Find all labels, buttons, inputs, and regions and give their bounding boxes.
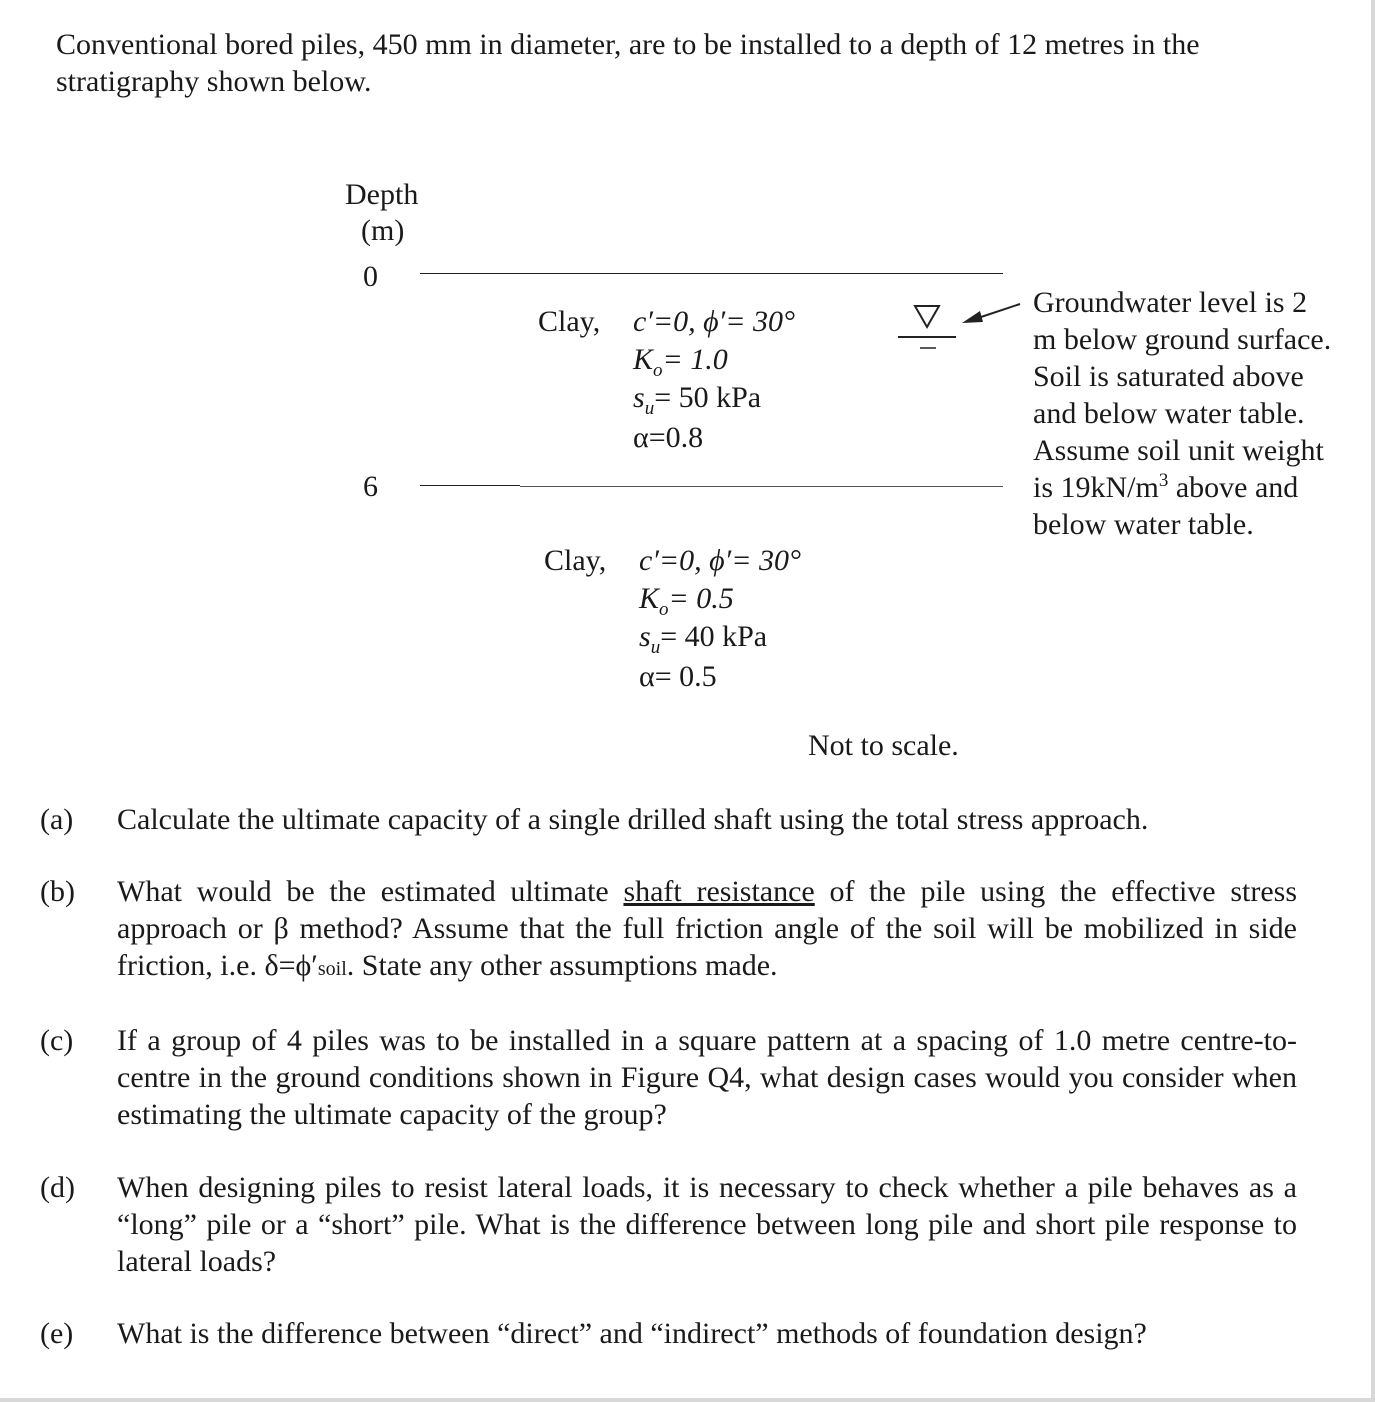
groundwater-level-icon bbox=[890, 296, 1030, 356]
question-c-label: (c) bbox=[40, 1024, 74, 1057]
layer-1-name: Clay, bbox=[538, 305, 601, 338]
layer-1-phi: ϕ′= 30° bbox=[703, 305, 795, 338]
question-b-underlined: shaft resistance bbox=[623, 875, 815, 908]
depth-axis-label: Depth bbox=[345, 178, 419, 211]
layer-2-ko-value: = 0.5 bbox=[668, 582, 734, 615]
question-e-label: (e) bbox=[40, 1317, 74, 1350]
layer-1-ko-subscript: o bbox=[653, 360, 663, 381]
layer-1-su-value: = 50 kPa bbox=[654, 381, 762, 414]
layer-1-ko-value: = 1.0 bbox=[662, 343, 728, 376]
question-a-label: (a) bbox=[40, 803, 74, 836]
question-b-pre: What would be the estimated ultimate bbox=[117, 875, 624, 908]
layer-1-ko-symbol: K bbox=[633, 343, 654, 376]
layer-2-c: c′=0, bbox=[639, 544, 710, 577]
layer-1-c: c′=0, bbox=[633, 305, 704, 338]
scale-note: Not to scale. bbox=[808, 729, 959, 762]
question-c-text: If a group of 4 piles was to be installed in a square pattern at a spacing of 1.0 metre centre-to-centre in the ground conditions shown in Figure Q4, what design cases would you consider when estimating the ultimate capacity of the group? bbox=[117, 1024, 1297, 1131]
layer-2-phi: ϕ′= 30° bbox=[709, 544, 801, 577]
page-edge-bottom bbox=[0, 1398, 1375, 1402]
layer-boundary-line-thin bbox=[520, 486, 1003, 487]
depth-tick-6: 6 bbox=[363, 470, 378, 503]
layer-2-alpha: α= 0.5 bbox=[639, 660, 717, 693]
depth-axis-unit: (m) bbox=[361, 214, 405, 247]
question-b-mid: of the pile using the effective stress approach or β method? Assume that the full friction angle of the soil will be mobilized in side friction, i.e. δ=ϕ′ bbox=[117, 875, 1297, 982]
question-a-text: Calculate the ultimate capacity of a single drilled shaft using the total stress approach. bbox=[117, 803, 1149, 836]
groundwater-note bbox=[1033, 284, 1333, 543]
layer-2-su-value: = 40 kPa bbox=[660, 620, 768, 653]
intro-paragraph: Conventional bored piles, 450 mm in diameter, are to be installed to a depth of 12 metres in the stratigraphy shown below. bbox=[56, 28, 1200, 98]
ground-surface-line bbox=[420, 273, 1003, 274]
question-b-subscript: soil bbox=[317, 958, 347, 980]
groundwater-note-end: above and below water table. bbox=[1033, 471, 1299, 541]
layer-1-su-subscript: u bbox=[644, 398, 655, 419]
question-b-post: . State any other assumptions made. bbox=[346, 949, 778, 982]
page-edge-right bbox=[1371, 0, 1375, 1402]
layer-1-su-symbol: s bbox=[633, 381, 645, 414]
layer-2-su-subscript: u bbox=[650, 637, 661, 658]
question-d-label: (d) bbox=[40, 1171, 75, 1204]
question-e-text: What is the difference between “direct” and “indirect” methods of foundation design? bbox=[117, 1317, 1147, 1350]
groundwater-note-text: Groundwater level is 2 m below ground surface. Soil is saturated above and below water table. Assume soil unit weight is 19kN/m bbox=[1033, 286, 1332, 504]
water-table-triangle bbox=[915, 306, 939, 327]
unit-exponent: 3 bbox=[1158, 470, 1169, 491]
question-b-label: (b) bbox=[40, 875, 75, 908]
question-b-text bbox=[117, 873, 1297, 988]
layer-boundary-line bbox=[420, 485, 520, 486]
groundwater-arrow-head bbox=[962, 311, 983, 323]
depth-tick-0: 0 bbox=[363, 260, 378, 293]
layer-1-alpha: α=0.8 bbox=[633, 421, 704, 454]
groundwater-arrow-shaft bbox=[978, 304, 1020, 318]
layer-2-ko-subscript: o bbox=[659, 599, 669, 620]
layer-2-su-symbol: s bbox=[639, 620, 651, 653]
question-d-text: When designing piles to resist lateral loads, it is necessary to check whether a pile behaves as a “long” pile or a “short” pile. What is the difference between long pile and short pile response to lateral loads? bbox=[117, 1171, 1297, 1278]
layer-2-name: Clay, bbox=[544, 544, 607, 577]
layer-2-ko-symbol: K bbox=[639, 582, 660, 615]
